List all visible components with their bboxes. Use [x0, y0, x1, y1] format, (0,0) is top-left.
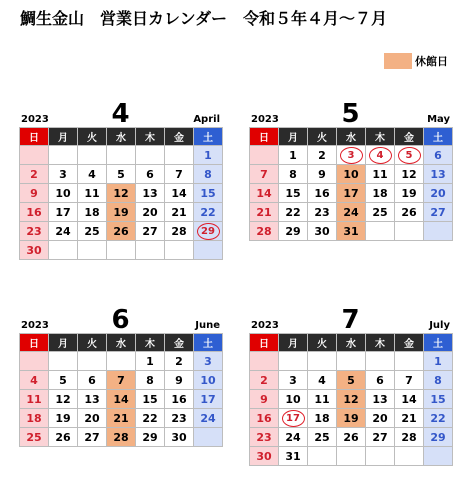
weekday-header: 日 [250, 128, 279, 146]
closed-day-cell: 21 [107, 409, 136, 428]
empty-day-cell [78, 146, 107, 165]
empty-day-cell [337, 447, 366, 466]
weekday-header: 金 [395, 128, 424, 146]
calendar-header [249, 302, 452, 335]
calendar-grid [249, 333, 453, 466]
holiday-circle: 4 [369, 147, 392, 164]
week-row [20, 428, 223, 447]
weekday-header: 金 [165, 128, 194, 146]
week-row [20, 241, 223, 260]
day-cell: 24 [279, 428, 308, 447]
empty-day-cell [308, 352, 337, 371]
legend-label: 休館日 [415, 55, 448, 68]
day-cell: 27 [136, 222, 165, 241]
weekday-header: 月 [279, 128, 308, 146]
empty-day-cell [308, 447, 337, 466]
weekday-header: 火 [78, 334, 107, 352]
day-cell: 7 [395, 371, 424, 390]
calendar-month-name: July [429, 320, 450, 331]
weekday-header: 土 [194, 334, 223, 352]
day-cell: 18 [308, 409, 337, 428]
holiday-day-cell [337, 146, 366, 165]
day-cell: 6 [366, 371, 395, 390]
empty-day-cell [395, 222, 424, 241]
holiday-circle: 29 [197, 223, 220, 240]
day-cell: 22 [136, 409, 165, 428]
calendar-year: 2023 [21, 114, 49, 125]
weekday-header: 水 [107, 128, 136, 146]
calendar-month-name: April [193, 114, 220, 125]
weekday-header: 月 [49, 334, 78, 352]
day-cell: 14 [395, 390, 424, 409]
day-cell: 11 [308, 390, 337, 409]
day-cell: 23 [20, 222, 49, 241]
closed-day-cell: 24 [337, 203, 366, 222]
empty-day-cell [136, 146, 165, 165]
day-cell: 8 [279, 165, 308, 184]
day-cell: 19 [395, 184, 424, 203]
calendar-year: 2023 [251, 320, 279, 331]
day-cell: 30 [250, 447, 279, 466]
day-cell: 15 [279, 184, 308, 203]
day-cell: 15 [136, 390, 165, 409]
day-cell: 29 [279, 222, 308, 241]
week-row [250, 428, 453, 447]
weekday-header: 火 [308, 334, 337, 352]
calendar-grid [19, 333, 223, 447]
holiday-day-cell [279, 409, 308, 428]
closed-day-cell: 10 [337, 165, 366, 184]
day-cell: 18 [78, 203, 107, 222]
empty-day-cell [20, 352, 49, 371]
week-row [250, 203, 453, 222]
day-cell: 27 [366, 428, 395, 447]
empty-day-cell [107, 146, 136, 165]
day-cell: 19 [49, 409, 78, 428]
closed-day-cell: 12 [337, 390, 366, 409]
weekday-header: 水 [337, 128, 366, 146]
holiday-day-cell [366, 146, 395, 165]
day-cell: 20 [424, 184, 453, 203]
day-cell: 4 [20, 371, 49, 390]
day-cell: 25 [308, 428, 337, 447]
empty-day-cell [136, 241, 165, 260]
day-cell: 28 [250, 222, 279, 241]
weekday-header-row [20, 128, 223, 146]
weekday-header: 日 [20, 334, 49, 352]
day-cell: 23 [165, 409, 194, 428]
day-cell: 22 [194, 203, 223, 222]
day-cell: 5 [49, 371, 78, 390]
day-cell: 18 [366, 184, 395, 203]
day-cell: 2 [250, 371, 279, 390]
day-cell: 1 [136, 352, 165, 371]
day-cell: 23 [250, 428, 279, 447]
weekday-header: 土 [194, 128, 223, 146]
weekday-header: 月 [49, 128, 78, 146]
weekday-header: 日 [250, 334, 279, 352]
closed-day-cell: 14 [107, 390, 136, 409]
calendar-year: 2023 [21, 320, 49, 331]
day-cell: 3 [194, 352, 223, 371]
holiday-circle: 5 [398, 147, 421, 164]
weekday-header-row [20, 334, 223, 352]
closed-day-cell: 7 [107, 371, 136, 390]
day-cell: 26 [49, 428, 78, 447]
closed-day-cell: 19 [337, 409, 366, 428]
day-cell: 15 [424, 390, 453, 409]
day-cell: 31 [279, 447, 308, 466]
day-cell: 13 [136, 184, 165, 203]
day-cell: 9 [20, 184, 49, 203]
week-row [20, 371, 223, 390]
day-cell: 15 [194, 184, 223, 203]
day-cell: 9 [250, 390, 279, 409]
day-cell: 21 [250, 203, 279, 222]
day-cell: 27 [424, 203, 453, 222]
empty-day-cell [395, 352, 424, 371]
empty-day-cell [424, 222, 453, 241]
empty-day-cell [366, 447, 395, 466]
day-cell: 21 [165, 203, 194, 222]
empty-day-cell [165, 241, 194, 260]
day-cell: 30 [308, 222, 337, 241]
day-cell: 7 [165, 165, 194, 184]
day-cell: 3 [279, 371, 308, 390]
legend [384, 53, 448, 69]
day-cell: 8 [136, 371, 165, 390]
week-row [20, 203, 223, 222]
calendar-year: 2023 [251, 114, 279, 125]
day-cell: 7 [250, 165, 279, 184]
closed-day-cell: 31 [337, 222, 366, 241]
calendar-header [19, 96, 222, 129]
empty-day-cell [250, 352, 279, 371]
closed-day-cell: 19 [107, 203, 136, 222]
week-row [250, 447, 453, 466]
day-cell: 16 [308, 184, 337, 203]
weekday-header: 日 [20, 128, 49, 146]
empty-day-cell [366, 352, 395, 371]
calendar-may [249, 96, 452, 241]
day-cell: 29 [424, 428, 453, 447]
empty-day-cell [337, 352, 366, 371]
day-cell: 6 [136, 165, 165, 184]
empty-day-cell [107, 241, 136, 260]
week-row [20, 352, 223, 371]
week-row [20, 390, 223, 409]
week-row [250, 222, 453, 241]
day-cell: 30 [20, 241, 49, 260]
calendar-month-number: 6 [111, 305, 130, 335]
day-cell: 20 [366, 409, 395, 428]
day-cell: 21 [395, 409, 424, 428]
empty-day-cell [194, 428, 223, 447]
day-cell: 17 [49, 203, 78, 222]
week-row [250, 371, 453, 390]
day-cell: 16 [250, 409, 279, 428]
day-cell: 26 [395, 203, 424, 222]
page-title: 鯛生金山 営業日カレンダー 令和５年４月～７月 [20, 9, 387, 28]
weekday-header: 木 [136, 128, 165, 146]
weekday-header: 木 [136, 334, 165, 352]
day-cell: 3 [49, 165, 78, 184]
day-cell: 2 [165, 352, 194, 371]
weekday-header-row [250, 128, 453, 146]
day-cell: 11 [366, 165, 395, 184]
weekday-header: 土 [424, 128, 453, 146]
empty-day-cell [366, 222, 395, 241]
day-cell: 12 [395, 165, 424, 184]
calendar-month-number: 7 [341, 305, 360, 335]
week-row [20, 165, 223, 184]
day-cell: 11 [78, 184, 107, 203]
holiday-day-cell [395, 146, 424, 165]
day-cell: 9 [308, 165, 337, 184]
day-cell: 28 [395, 428, 424, 447]
day-cell: 23 [308, 203, 337, 222]
day-cell: 30 [165, 428, 194, 447]
weekday-header-row [250, 334, 453, 352]
day-cell: 26 [337, 428, 366, 447]
day-cell: 25 [78, 222, 107, 241]
day-cell: 10 [194, 371, 223, 390]
week-row [20, 146, 223, 165]
day-cell: 24 [49, 222, 78, 241]
day-cell: 11 [20, 390, 49, 409]
day-cell: 24 [194, 409, 223, 428]
day-cell: 14 [165, 184, 194, 203]
calendar-april [19, 96, 222, 260]
empty-day-cell [78, 241, 107, 260]
empty-day-cell [279, 352, 308, 371]
empty-day-cell [165, 146, 194, 165]
closed-day-cell: 5 [337, 371, 366, 390]
day-cell: 28 [165, 222, 194, 241]
calendar-header [249, 96, 452, 129]
day-cell: 4 [308, 371, 337, 390]
weekday-header: 木 [366, 334, 395, 352]
calendar-grid [19, 127, 223, 260]
day-cell: 22 [424, 409, 453, 428]
holiday-circle: 17 [282, 410, 305, 427]
weekday-header: 金 [395, 334, 424, 352]
day-cell: 4 [78, 165, 107, 184]
day-cell: 17 [194, 390, 223, 409]
day-cell: 10 [279, 390, 308, 409]
holiday-day-cell [194, 222, 223, 241]
week-row [20, 409, 223, 428]
weekday-header: 水 [107, 334, 136, 352]
day-cell: 16 [20, 203, 49, 222]
day-cell: 20 [78, 409, 107, 428]
legend-swatch-closed [384, 53, 412, 69]
closed-day-cell: 28 [107, 428, 136, 447]
day-cell: 1 [194, 146, 223, 165]
holiday-circle: 3 [340, 147, 363, 164]
day-cell: 14 [250, 184, 279, 203]
weekday-header: 火 [308, 128, 337, 146]
calendar-month-number: 5 [341, 99, 360, 129]
calendar-june [19, 302, 222, 447]
day-cell: 18 [20, 409, 49, 428]
empty-day-cell [194, 241, 223, 260]
calendar-july [249, 302, 452, 466]
empty-day-cell [49, 352, 78, 371]
day-cell: 6 [424, 146, 453, 165]
day-cell: 5 [107, 165, 136, 184]
week-row [250, 184, 453, 203]
calendar-month-name: June [195, 320, 220, 331]
day-cell: 13 [366, 390, 395, 409]
closed-day-cell: 17 [337, 184, 366, 203]
calendar-header [19, 302, 222, 335]
day-cell: 25 [366, 203, 395, 222]
weekday-header: 月 [279, 334, 308, 352]
week-row [250, 352, 453, 371]
day-cell: 1 [424, 352, 453, 371]
day-cell: 12 [49, 390, 78, 409]
day-cell: 8 [194, 165, 223, 184]
day-cell: 25 [20, 428, 49, 447]
weekday-header: 水 [337, 334, 366, 352]
day-cell: 13 [78, 390, 107, 409]
day-cell: 6 [78, 371, 107, 390]
day-cell: 16 [165, 390, 194, 409]
empty-day-cell [107, 352, 136, 371]
week-row [250, 409, 453, 428]
day-cell: 2 [20, 165, 49, 184]
day-cell: 22 [279, 203, 308, 222]
weekday-header: 火 [78, 128, 107, 146]
day-cell: 10 [49, 184, 78, 203]
day-cell: 9 [165, 371, 194, 390]
empty-day-cell [49, 146, 78, 165]
closed-day-cell: 26 [107, 222, 136, 241]
closed-day-cell: 12 [107, 184, 136, 203]
day-cell: 27 [78, 428, 107, 447]
week-row [250, 390, 453, 409]
weekday-header: 金 [165, 334, 194, 352]
week-row [20, 184, 223, 203]
empty-day-cell [250, 146, 279, 165]
empty-day-cell [424, 447, 453, 466]
day-cell: 13 [424, 165, 453, 184]
week-row [250, 165, 453, 184]
week-row [20, 222, 223, 241]
day-cell: 20 [136, 203, 165, 222]
empty-day-cell [78, 352, 107, 371]
weekday-header: 木 [366, 128, 395, 146]
calendar-month-name: May [427, 114, 450, 125]
day-cell: 2 [308, 146, 337, 165]
empty-day-cell [49, 241, 78, 260]
week-row [250, 146, 453, 165]
day-cell: 1 [279, 146, 308, 165]
calendar-month-number: 4 [111, 99, 130, 129]
weekday-header: 土 [424, 334, 453, 352]
empty-day-cell [20, 146, 49, 165]
empty-day-cell [395, 447, 424, 466]
calendar-grid [249, 127, 453, 241]
day-cell: 29 [136, 428, 165, 447]
day-cell: 8 [424, 371, 453, 390]
